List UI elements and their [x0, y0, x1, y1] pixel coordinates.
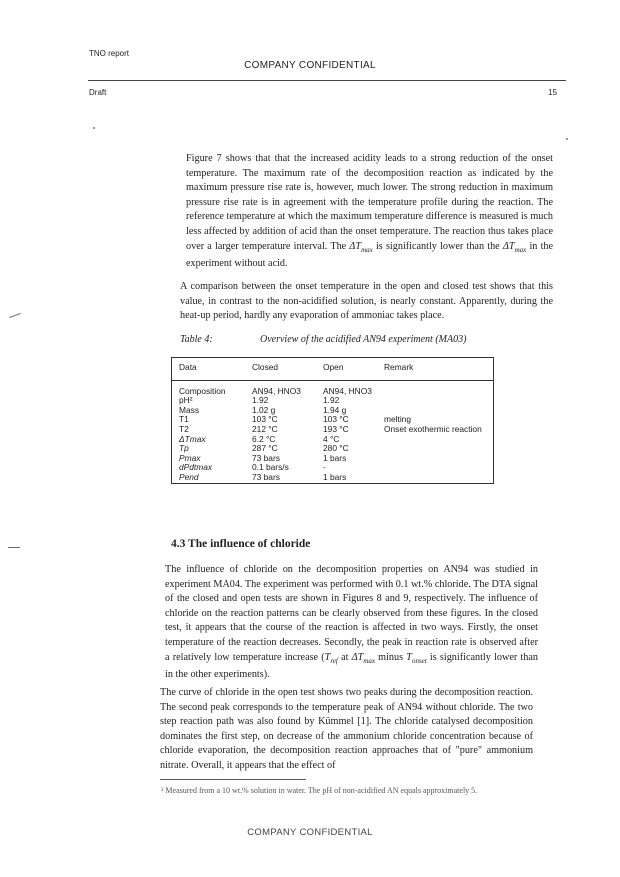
- table-cell: AN94, HNO3: [252, 385, 301, 396]
- table-cell: Mass: [179, 404, 200, 415]
- scan-dot: [93, 127, 95, 129]
- paragraph-2: A comparison between the onset temperature in the open and closed test shows that this value, in contrast to the non-acidified solution, is nearly constant. Apparently, during the heat-up period, hardly any evaporation of ammoniac takes place.: [180, 281, 553, 322]
- paragraph-1-text: Figure 7 shows that that the increased acidity leads to a strong reduction of the onset temperature. The maximum rate of the decomposition reaction as indicated by the maximum pressure rise rate is, however, much lower. The strong reduction in maximum pressure rise rate is in agreement with the temperature profile during the reaction. The reference temperature at which the maximum temperature difference is measured is much less affected by addition of acid than the onset temperature. The reaction thus takes place over a larger temperature interval. The: [186, 153, 553, 252]
- table-cell: Pmax: [179, 452, 201, 463]
- table-cell: [377, 435, 494, 445]
- paragraph-3-end: is significantly lower than in the other experiments).: [165, 651, 538, 681]
- table-cell: ΔTmax: [179, 433, 206, 444]
- delta-t-symbol: $\Delta T_{max}$: [502, 240, 527, 254]
- table-cell: 1 bars: [323, 471, 347, 482]
- table-cell: 103 °C: [252, 414, 278, 425]
- table-cell: 280 °C: [323, 443, 349, 454]
- table-cell: [377, 473, 494, 483]
- paragraph-1-end: in the experiment without acid.: [186, 240, 554, 270]
- table-cell: 212 °C: [252, 423, 278, 434]
- t-onset-symbol: $T_{onset}$: [406, 651, 427, 665]
- column-header: Closed: [245, 358, 316, 381]
- footnote: ² Measured from a 10 wt.% solution in water. The pH of non-acidified AN equals approximately 5.: [161, 786, 478, 795]
- delta-t-symbol: $\Delta T_{max}$: [351, 651, 375, 665]
- table-cell: 287 °C: [252, 443, 278, 454]
- table-cell: 73 bars: [252, 452, 280, 463]
- paragraph-3-text: The influence of chloride on the decomposition properties on AN94 was studied in experiment MA04. The experiment was performed with 0.1 wt.% chloride. The DTA signal of the closed and open tests are shown in Figures 8 and 9, respectively. The influence of chloride on the reaction patterns can be clearly observed from these figures. In the closed test, it appears that the course of the reaction is affected in two ways. Firstly, the onset temperature of the reaction decreases. Secondly, the peak in reaction rate is observed after a relatively low temperature increase (: [165, 564, 538, 663]
- table-cell: [377, 463, 494, 473]
- table-row: [172, 473, 494, 483]
- delta-t-symbol: $\Delta T_{max}$: [349, 240, 373, 254]
- table-row: [172, 454, 494, 464]
- table-header-row: [172, 358, 494, 381]
- paragraph-1-mid: is significantly lower than the: [372, 240, 503, 252]
- column-header: Data: [172, 358, 246, 381]
- paragraph-3-minus: minus: [374, 651, 407, 663]
- paragraph-3: [165, 563, 538, 683]
- table-cell: Onset exothermic reaction: [384, 423, 482, 434]
- table-cell: 1 bars: [323, 452, 347, 463]
- table-cell: 1.94 g: [323, 404, 347, 415]
- table-cell: Tp: [179, 443, 189, 454]
- paragraph-4: The curve of chloride in the open test shows two peaks during the decomposition reaction. The second peak corresponds to the temperature peak of AN94 without chloride. The two step reaction path was also found by Kümmel [1]. The chloride catalysed decomposition dominates the first step, on decrease of the ammonium chloride concentration because of chloride evaporation, the decomposition reaction approaches that of "pure" ammonium nitrate. Overall, it appears that the effect of: [160, 687, 533, 771]
- report-label: TNO report: [89, 49, 130, 58]
- section-heading: 4.3 The influence of chloride: [171, 538, 311, 550]
- table-label: Table 4:: [180, 334, 213, 345]
- margin-mark: [9, 313, 21, 318]
- table-cell: T2: [179, 423, 189, 434]
- table-cell: T1: [179, 414, 189, 425]
- table-cell: pH²: [179, 395, 193, 406]
- table-cell: 193 °C: [323, 423, 349, 434]
- scan-dot: [566, 138, 568, 140]
- footnote-rule: [160, 779, 306, 780]
- header-rule: [88, 80, 566, 81]
- column-header: Remark: [377, 358, 494, 381]
- table-cell: 1.02 g: [252, 404, 276, 415]
- paragraph-1: [186, 152, 553, 272]
- table-caption: [180, 334, 466, 345]
- table-cell: [377, 454, 494, 464]
- page-number: 15: [548, 88, 557, 97]
- table-row: [172, 380, 494, 396]
- margin-mark: [8, 547, 20, 548]
- table-cell: Composition: [179, 385, 226, 396]
- table-cell: dPdtmax: [179, 462, 213, 473]
- table-cell: 4 °C: [323, 433, 340, 444]
- paragraph-3-at: at: [337, 651, 352, 663]
- table-cell: [377, 380, 494, 396]
- table-cell: 1.92: [323, 395, 340, 406]
- data-table: [171, 357, 494, 484]
- table-cell: Pend: [179, 471, 199, 482]
- confidential-header: COMPANY CONFIDENTIAL: [244, 60, 376, 71]
- table-cell: 73 bars: [252, 471, 280, 482]
- table-cell: melting: [384, 414, 411, 425]
- table-cell: [377, 444, 494, 454]
- table-cell: 0.1 bars/s: [252, 462, 289, 473]
- table-cell: -: [323, 462, 326, 473]
- column-header: Open: [316, 358, 377, 381]
- table-cell: AN94, HNO3: [323, 385, 372, 396]
- t-ref-symbol: $T_{ref}$: [324, 651, 338, 665]
- table-cell: [377, 396, 494, 406]
- confidential-footer: COMPANY CONFIDENTIAL: [247, 827, 373, 838]
- table-cell: 1.92: [252, 395, 269, 406]
- table-cell: 6.2 °C: [252, 433, 276, 444]
- table-cell: 103 °C: [323, 414, 349, 425]
- table-caption-text: Overview of the acidified AN94 experiment (MA03): [260, 334, 467, 345]
- draft-label: Draft: [89, 88, 107, 97]
